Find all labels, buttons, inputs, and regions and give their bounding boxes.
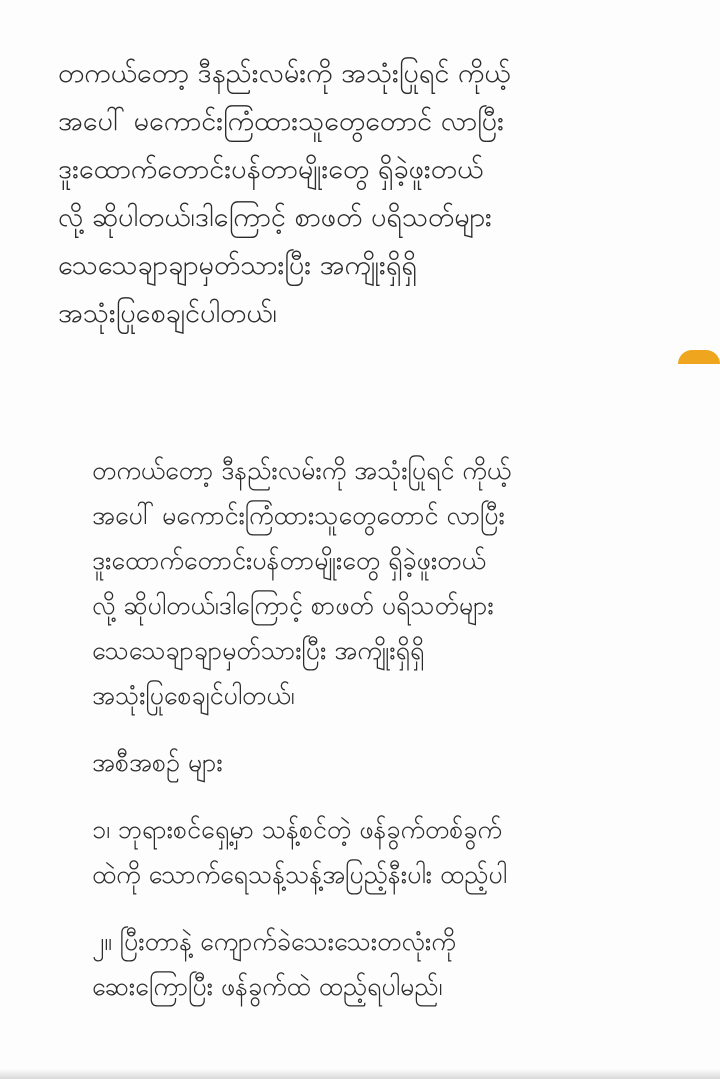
- text-line: လို့ ဆိုပါတယ်၊ဒါကြောင့် စာဖတ် ပရိသတ်များ: [92, 591, 494, 620]
- bottom-section: [92, 448, 692, 1009]
- spacer: [92, 897, 692, 919]
- intro-paragraph: [92, 448, 692, 718]
- text-line: ထဲကို သောက်ရေသန့်သန့်အပြည့်နီးပါး ထည့်ပါ: [92, 860, 507, 889]
- spacer: [92, 718, 692, 740]
- text-line: တကယ်တော့ ဒီနည်းလမ်းကို အသုံးပြုရင် ကိုယ့်: [58, 58, 511, 89]
- text-line: အသုံးပြုစေချင်ပါတယ်၊: [92, 681, 295, 710]
- text-line: ဒူးထောက်တောင်းပန်တာမျိုးတွေ ရှိခဲ့ဖူးတယ်: [58, 154, 484, 185]
- spacer: [92, 785, 692, 807]
- text-line: အပေါ် မကောင်းကြံထားသူတွေတောင် လာပြီး: [92, 501, 505, 530]
- text-line: အပေါ် မကောင်းကြံထားသူတွေတောင် လာပြီး: [58, 106, 504, 137]
- scroll-indicator: [678, 350, 720, 364]
- text-line: သေသေချာချာမှတ်သားပြီး အကျိုးရှိရှိ: [92, 636, 425, 665]
- text-line: အသုံးပြုစေချင်ပါတယ်၊: [58, 298, 277, 329]
- text-line: ၁၊ ဘုရားစင်ရှေ့မှာ သန့်စင်တဲ့ ဖန်ခွက်တစ်ခွက်: [92, 815, 502, 844]
- text-line: ၂။ ပြီးတာနဲ့ ကျောက်ခဲသေးသေးတလုံးကို: [92, 927, 456, 956]
- text-line: ဒူးထောက်တောင်းပန်တာမျိုးတွေ ရှိခဲ့ဖူးတယ်: [92, 546, 486, 575]
- text-line: ဆေးကြောပြီး ဖန်ခွက်ထဲ ထည့်ရပါမည်၊: [92, 972, 443, 1001]
- text-line: လို့ ဆိုပါတယ်၊ဒါကြောင့် စာဖတ် ပရိသတ်များ: [58, 202, 492, 233]
- step-2: [92, 919, 692, 1009]
- step-1: [92, 807, 692, 897]
- text-line: သေသေချာချာမှတ်သားပြီး အကျိုးရှိရှိ: [58, 250, 417, 281]
- text-line: တကယ်တော့ ဒီနည်းလမ်းကို အသုံးပြုရင် ကိုယ့်: [92, 456, 512, 485]
- page-edge: [0, 1069, 720, 1079]
- top-paragraph: [58, 50, 698, 338]
- section-heading: အစီအစဉ် များ: [92, 748, 223, 777]
